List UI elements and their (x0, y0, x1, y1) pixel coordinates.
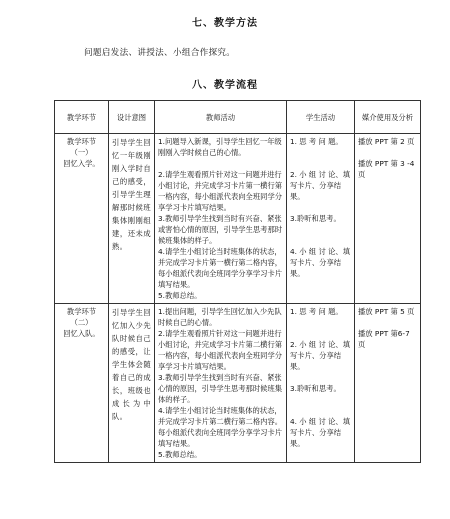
student-step: 3.聆听和思考。 (290, 384, 341, 393)
student-step: 2. 小 组 讨 论、填写卡片、分享结果。 (290, 340, 351, 371)
table-header-row (55, 101, 421, 134)
teacher-step: 4.请学生小组讨论当时班集体的状态，并完成学习卡片第一横行第二格内容，每小组派代表向全班同学分享学习卡片填写结果。 (158, 247, 283, 289)
student-activity-cell (287, 304, 355, 463)
segment-topic: 回忆入队。 (63, 329, 100, 338)
header-intent: 设计意图 (109, 101, 155, 134)
student-activity-cell (287, 134, 355, 304)
media-item: 播放 PPT 第6-7 页 (358, 329, 410, 349)
student-step: 3.聆听和思考。 (290, 214, 341, 223)
segment-topic: 回忆入学。 (63, 159, 100, 168)
student-step: 1. 思 考 问 题。 (290, 137, 343, 146)
student-step: 2. 小 组 讨 论、填写卡片、分享结果。 (290, 170, 351, 201)
teacher-step: 3.教师引导学生找到当时有兴奋、紧张或害怕心情的原因，引导学生思考那时候班集体的样子。 (158, 214, 283, 245)
teacher-activity-cell (155, 134, 287, 304)
table-row (55, 134, 421, 304)
teacher-step: 5.教师总结。 (158, 450, 202, 459)
teacher-step: 2.请学生观看照片针对这一问题并进行小组讨论，并完成学习卡片第二横行第一格内容，每小组派代表向全班同学分享学习卡片填写结果。 (158, 329, 283, 371)
teaching-process-table (54, 100, 421, 463)
teacher-step: 1.问题导入新课，引导学生回忆一年级刚刚入学时候自己的心情。 (158, 137, 282, 157)
header-media: 媒介使用及分析 (355, 101, 421, 134)
teacher-step: 3.教师引导学生找到当时有兴奋、紧张心情的原因，引导学生思考那时候班集体的样子。 (158, 373, 283, 404)
teacher-step: 1.提出问题，引导学生回忆加入少先队时候自己的心情。 (158, 307, 282, 327)
section-8-title: 八、教学流程 (192, 80, 258, 91)
segment-cell (55, 134, 109, 304)
media-cell (355, 304, 421, 463)
header-segment: 教学环节 (55, 101, 109, 134)
student-step: 4. 小 组 讨 论、填写卡片、分享结果。 (290, 247, 351, 278)
student-step: 4. 小 组 讨 论、填写卡片、分享结果。 (290, 417, 351, 448)
segment-name: 教学环节（一） (66, 137, 97, 157)
teacher-step: 2.请学生观看照片针对这一问题并进行小组讨论，并完成学习卡片第一横行第一格内容，每小组派代表向全班同学分享学习卡片填写结果。 (158, 170, 283, 212)
student-step: 1. 思 考 问 题。 (290, 307, 343, 316)
teacher-step: 5.教师总结。 (158, 291, 202, 300)
media-cell (355, 134, 421, 304)
teacher-step: 4.请学生小组讨论当时班集体的状态，并完成学习卡片第二横行第二格内容。每小组派代表向全班同学分享学习卡片填写结果。 (158, 406, 283, 448)
table-row (55, 304, 421, 463)
segment-name: 教学环节（二） (66, 307, 97, 327)
intent-cell: 引导学生回忆一年级刚刚入学时自己的感受，引导学生理解那时候班集体刚刚组建，还未成熟。 (109, 134, 155, 304)
intent-cell: 引导学生回忆加入少先队时候自己的感受，让学生体会随着自己的成长，班级也成长为中队。 (109, 304, 155, 463)
media-item: 播放 PPT 第 3 -4 页 (358, 159, 415, 179)
teaching-methods-text: 问题启发法、讲授法、小组合作探究。 (84, 48, 236, 58)
header-student: 学生活动 (287, 101, 355, 134)
teacher-activity-cell (155, 304, 287, 463)
segment-cell (55, 304, 109, 463)
media-item: 播放 PPT 第 2 页 (358, 137, 415, 146)
header-teacher: 教师活动 (155, 101, 287, 134)
media-item: 播放 PPT 第 5 页 (358, 307, 415, 316)
section-7-title: 七、教学方法 (192, 18, 258, 29)
